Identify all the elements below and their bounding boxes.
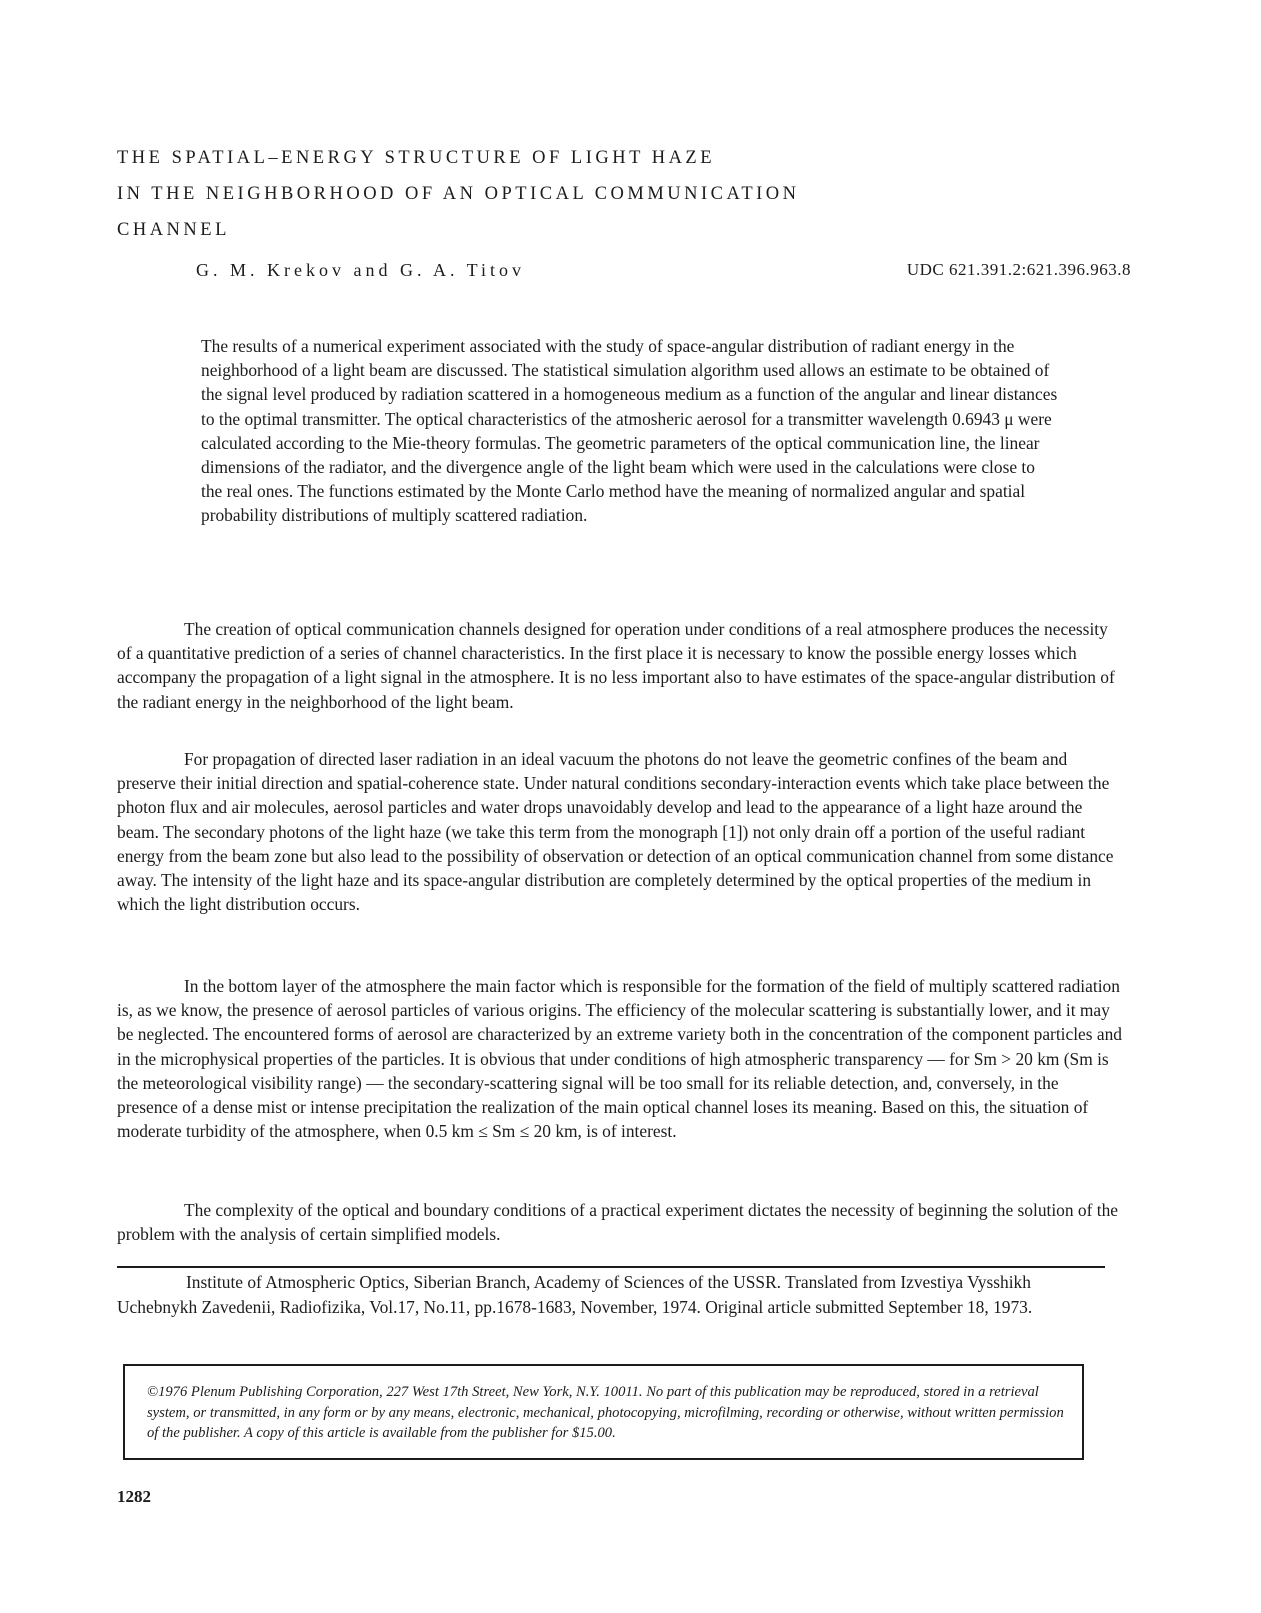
copyright-notice: ©1976 Plenum Publishing Corporation, 227 West 17th Street, New York, N.Y. 10011. No part of this publication may be reproduced, stored in a retrieval system, or transmitted, in any form or by any means, electronic, mechanical, photocopying, microfilming, recording or otherwise, without written permission of the publisher. A copy of this article is available from the publisher for $15.00.: [147, 1384, 1064, 1441]
authors: G. M. Krekov and G. A. Titov: [196, 260, 526, 280]
affiliation-footnote: Institute of Atmospheric Optics, Siberian Branch, Academy of Sciences of the USSR. Translated from Izvestiya Vysshikh Uchebnykh Zavedenii, Radiofizika, Vol.17, No.11, pp.1678-1683, November, 1974. Original article submitted September 18, 1973.: [117, 1272, 1033, 1317]
body-paragraph-3: In the bottom layer of the atmosphere the main factor which is responsible for the formation of the field of multiply scattered radiation is, as we know, the presence of aerosol particles of various origins. The efficiency of the molecular scattering is substantially lower, and it may be neglected. The encountered forms of aerosol are characterized by an extreme variety both in the concentration of the component particles and in the microphysical properties of the particles. It is obvious that under conditions of high atmospheric transparency — for Sm > 20 km (Sm is the meteorological visibility range) — the secondary-scattering signal will be too small for its reliable detection, and, conversely, in the presence of a dense mist or intense precipitation the realization of the main optical channel loses its meaning. Based on this, the situation of moderate turbidity of the atmosphere, when 0.5 km ≤ Sm ≤ 20 km, is of interest.: [117, 976, 1122, 1142]
abstract: The results of a numerical experiment associated with the study of space-angular distribution of radiant energy in the neighborhood of a light beam are discussed. The statistical simulation algorithm used allows an estimate to be obtained of the signal level produced by radiation scattered in a homogeneous medium as a function of the angular and linear distances to the optimal transmitter. The optical characteristics of the atmosheric aerosol for a transmitter wavelength 0.6943 μ were calculated according to the Mie-theory formulas. The geometric parameters of the optical communication line, the linear dimensions of the radiator, and the divergence angle of the light beam which were used in the calculations were close to the real ones. The functions estimated by the Monte Carlo method have the meaning of normalized angular and spatial probability distributions of multiply scattered radiation.: [201, 336, 1058, 526]
article-title: [117, 140, 1117, 248]
udc-code: UDC 621.391.2:621.396.963.8: [906, 260, 1131, 279]
body-paragraph-2: For propagation of directed laser radiation in an ideal vacuum the photons do not leave the geometric confines of the beam and preserve their initial direction and spatial-coherence state. Under natural conditions secondary-interaction events which take place between the photon flux and air molecules, aerosol particles and water drops unavoidably develop and lead to the appearance of a light haze around the beam. The secondary photons of the light haze (we take this term from the monograph [1]) not only drain off a portion of the useful radiant energy from the beam zone but also lead to the possibility of observation or detection of an optical communication channel from some distance away. The intensity of the light haze and its space-angular distribution are completely determined by the optical properties of the medium in which the light distribution occurs.: [117, 749, 1114, 915]
copyright-box: [123, 1364, 1084, 1460]
title-line-1: THE SPATIAL–ENERGY STRUCTURE OF LIGHT HAZE: [117, 148, 716, 168]
page-number: 1282: [117, 1487, 151, 1506]
title-line-3: CHANNEL: [117, 220, 230, 240]
body-paragraph-4: The complexity of the optical and boundary conditions of a practical experiment dictates the necessity of beginning the solution of the problem with the analysis of certain simplified models.: [117, 1200, 1118, 1245]
body-paragraph-1: The creation of optical communication channels designed for operation under conditions of a real atmosphere produces the necessity of a quantitative prediction of a series of channel characteristics. In the first place it is necessary to know the possible energy losses which accompany the propagation of a light signal in the atmosphere. It is no less important also to have estimates of the space-angular distribution of the radiant energy in the neighborhood of the light beam.: [117, 619, 1115, 712]
title-line-2: IN THE NEIGHBORHOOD OF AN OPTICAL COMMUNICATION: [117, 184, 800, 204]
footnote-divider: [117, 1266, 1105, 1268]
